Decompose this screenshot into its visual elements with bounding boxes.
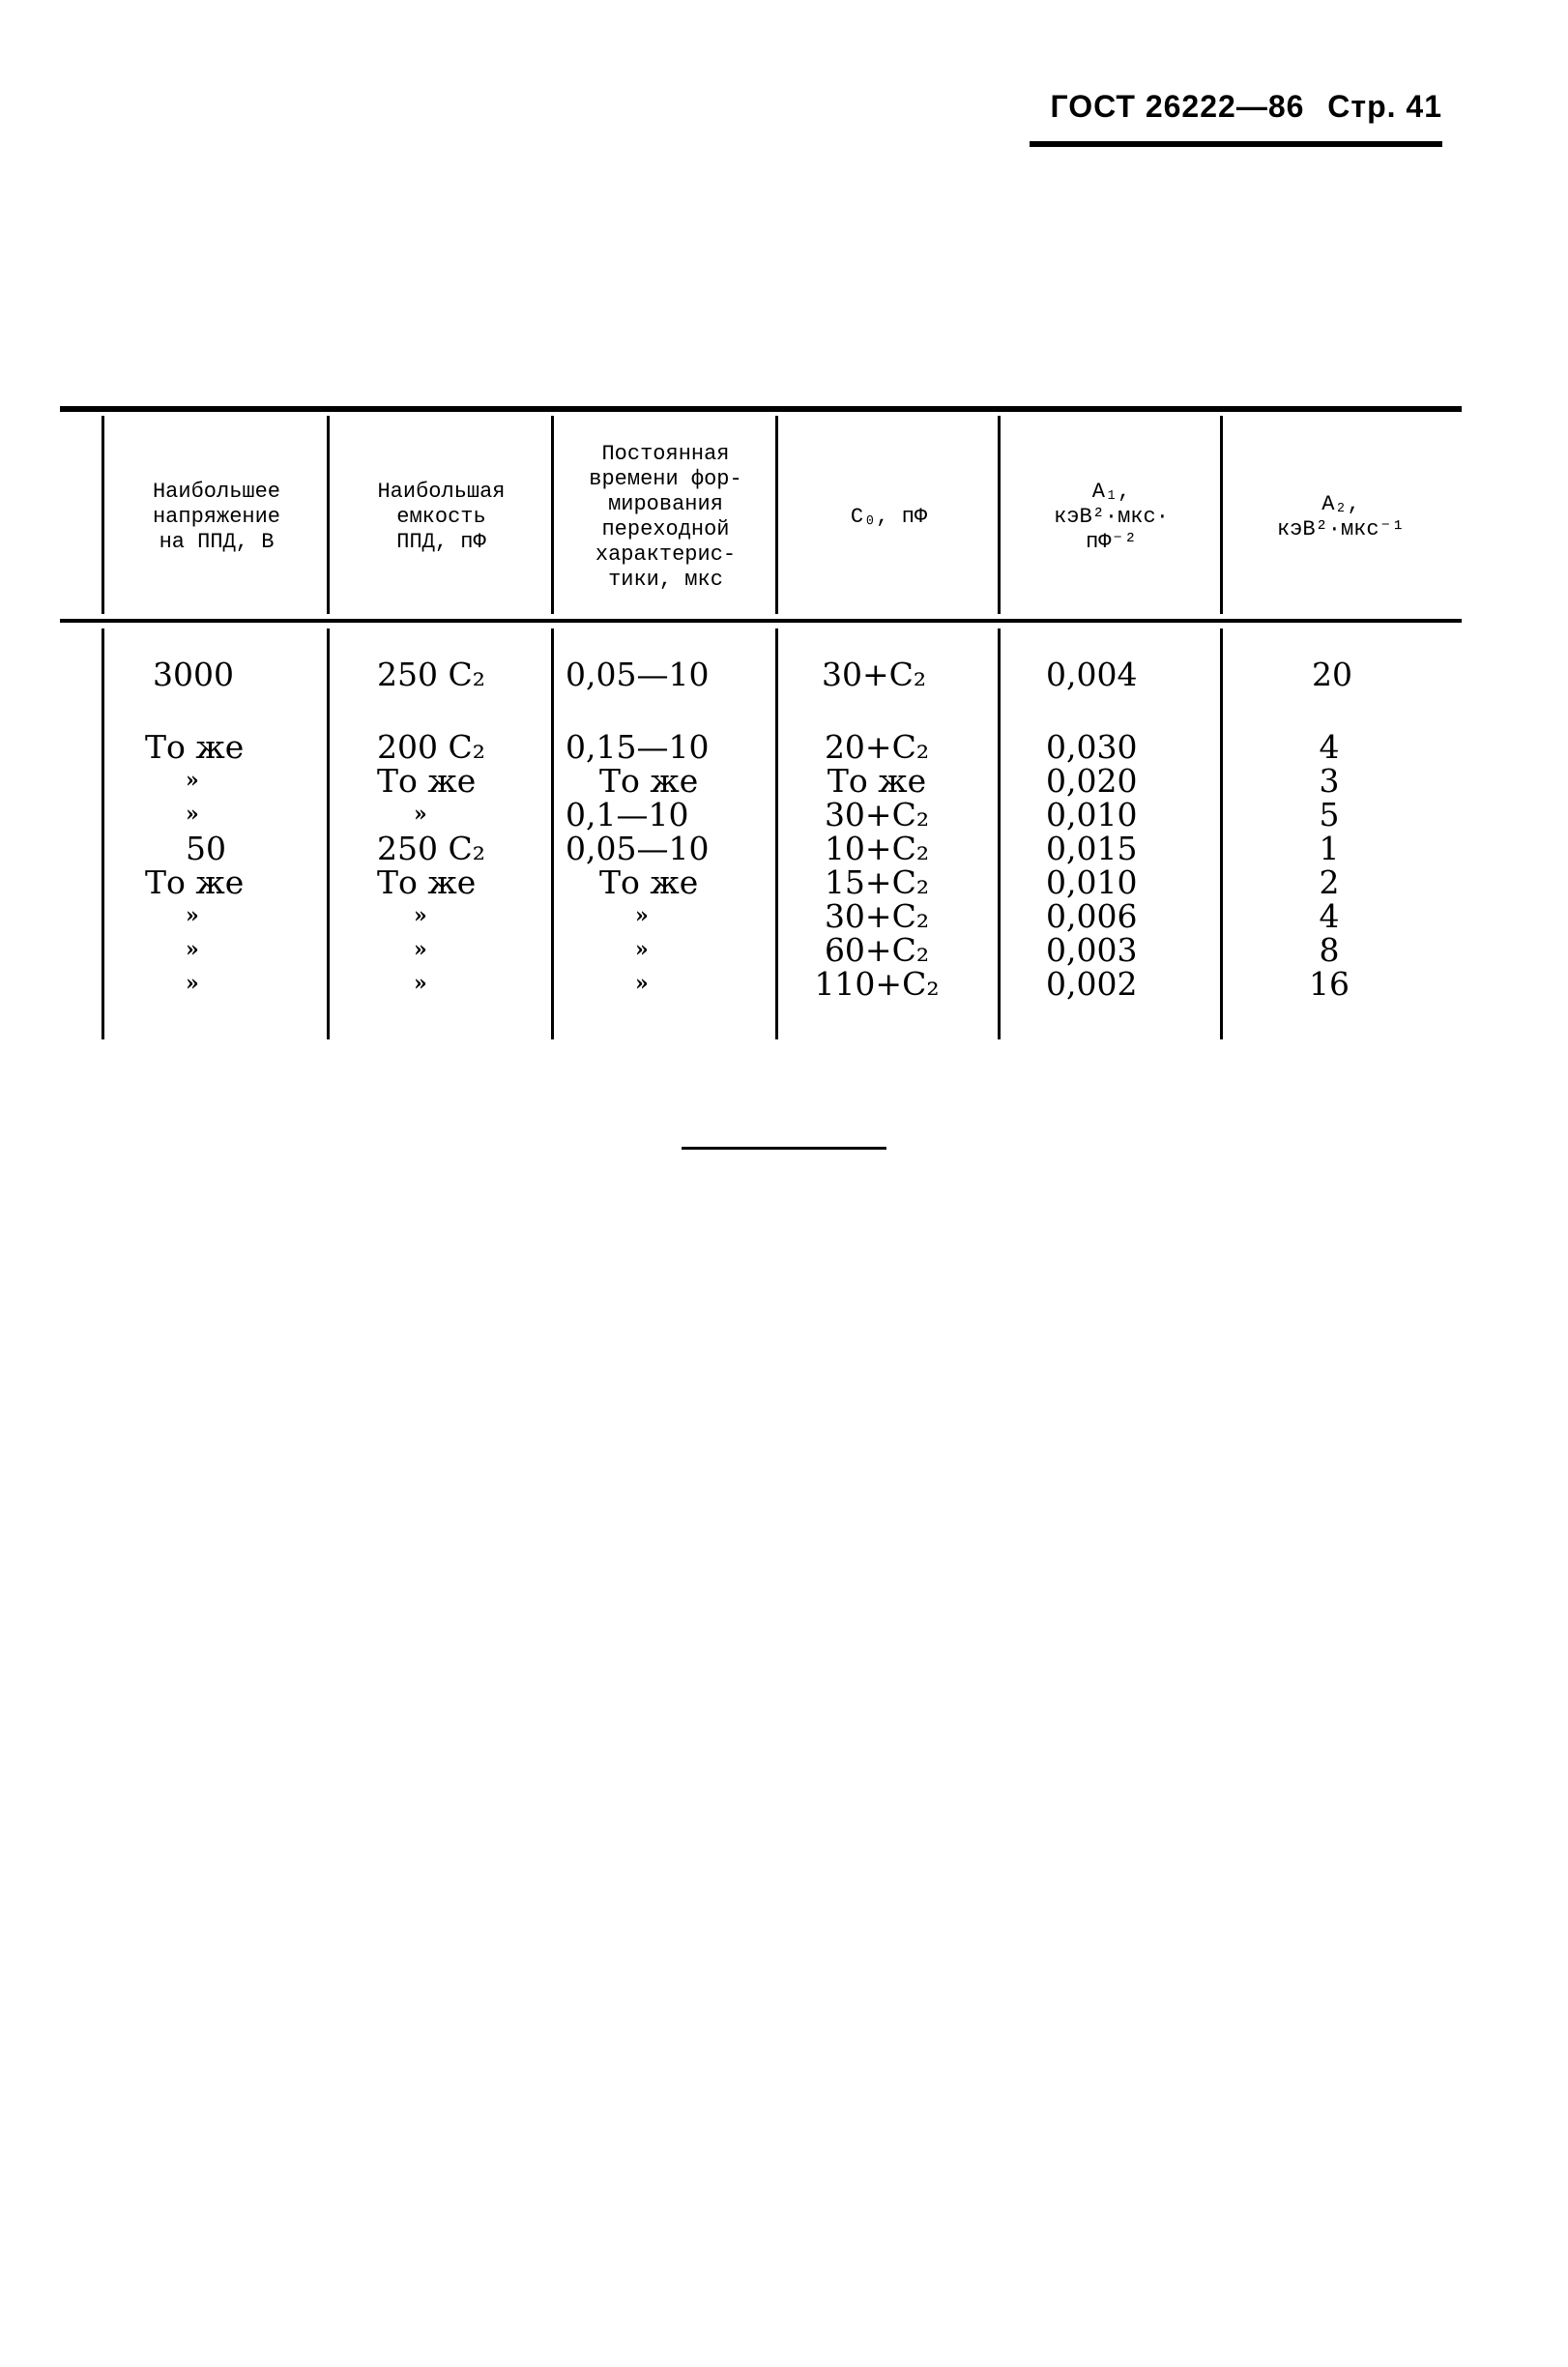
column-header-time-constant: Постоянная времени фор- мирования переходной характерис- тики, мкс [589, 442, 742, 592]
table-vline [775, 628, 778, 1039]
column-header-a2: A₂, кэВ²·мкс⁻¹ [1276, 492, 1406, 541]
table-cell: » [186, 802, 199, 827]
table-cell: 3 [1319, 762, 1340, 800]
table-cell: 10+C₂ [824, 830, 930, 867]
page-header [1036, 89, 1442, 125]
table-cell: 0,020 [1046, 762, 1138, 800]
table-cell: » [186, 903, 199, 928]
table-cell: 0,030 [1046, 728, 1138, 766]
table-cell: » [635, 937, 649, 962]
table-cell: » [414, 971, 427, 996]
table-cell: 0,05—10 [566, 830, 710, 867]
column-header-a1: A₁, кэВ²·мкс· пФ⁻² [1054, 480, 1169, 554]
table-vline [998, 628, 1001, 1039]
table-cell: 0,006 [1046, 897, 1138, 935]
table-cell: 8 [1319, 931, 1340, 969]
section-end-rule [682, 1147, 886, 1150]
table-cell: 0,010 [1046, 863, 1138, 901]
table-cell: 20+C₂ [824, 728, 930, 766]
table-cell: 60+C₂ [824, 931, 930, 969]
table-cell: » [186, 768, 199, 793]
table-cell: То же [827, 762, 927, 800]
table-column-a1 [1046, 730, 1191, 1001]
table-cell: 0,15—10 [566, 728, 710, 766]
table-column-a2 [1286, 730, 1373, 1001]
table-cell: 30+C₂ [824, 897, 930, 935]
column-header-voltage: Наибольшее напряжение на ППД, В [152, 480, 281, 554]
table-cell: 0,05—10 [566, 656, 710, 693]
table-cell: 4 [1319, 728, 1340, 766]
table-cell: 0,003 [1046, 931, 1138, 969]
table-cell: » [414, 903, 427, 928]
table-cell: То же [377, 762, 477, 800]
column-header-c0: C₀, пФ [850, 505, 928, 529]
table-column-capacitance [377, 730, 522, 1001]
table-cell: 5 [1319, 796, 1340, 833]
table-column-voltage [145, 730, 280, 1001]
table-cell: 50 [186, 830, 226, 867]
table-cell: 4 [1319, 897, 1340, 935]
table-cell: » [635, 903, 649, 928]
table-cell: То же [377, 863, 477, 901]
table-cell: 3000 [153, 656, 234, 693]
table-vline [551, 628, 554, 1039]
table-vline [102, 628, 104, 1039]
table-top-rule [60, 406, 1462, 412]
table-cell: » [414, 802, 427, 827]
table-cell: 15+C₂ [824, 863, 930, 901]
table-vline [327, 416, 330, 614]
table-vline [775, 416, 778, 614]
column-header-capacitance: Наибольшая емкость ППД, пФ [377, 480, 506, 554]
table-cell: » [414, 937, 427, 962]
table-column-c0 [780, 730, 973, 1001]
table-vline [327, 628, 330, 1039]
gost-number: ГОСТ 26222—86 [1050, 89, 1305, 124]
table-vline [1220, 628, 1223, 1039]
table-cell: 16 [1309, 965, 1350, 1003]
header-rule [1030, 141, 1442, 147]
table-cell: 20 [1312, 656, 1352, 693]
table-vline [102, 416, 104, 614]
table-cell: 30+C₂ [824, 796, 930, 833]
table-cell: » [186, 971, 199, 996]
table-cell: » [635, 971, 649, 996]
table-cell: 200 C₂ [377, 728, 485, 766]
table-cell: 250 C₂ [377, 830, 485, 867]
table-cell: 110+C₂ [814, 965, 940, 1003]
table-cell: 2 [1319, 863, 1340, 901]
table-header-rule [60, 619, 1462, 623]
table-cell: 250 C₂ [377, 656, 485, 693]
table-cell: 0,010 [1046, 796, 1138, 833]
table-cell: То же [145, 863, 245, 901]
table-vline [1220, 416, 1223, 614]
table-vline [551, 416, 554, 614]
table-cell: 0,002 [1046, 965, 1138, 1003]
table-cell: 1 [1319, 830, 1340, 867]
table-cell: 0,004 [1046, 656, 1138, 693]
table-cell: 0,015 [1046, 830, 1138, 867]
table-vline [998, 416, 1001, 614]
page-number: Стр. 41 [1327, 89, 1442, 124]
table-cell: 0,1—10 [566, 796, 689, 833]
table-cell: 30+C₂ [822, 656, 927, 693]
table-cell: То же [599, 762, 699, 800]
table-column-time-constant [566, 730, 769, 1001]
table-cell: » [186, 937, 199, 962]
table-cell: То же [145, 728, 245, 766]
table-cell: То же [599, 863, 699, 901]
